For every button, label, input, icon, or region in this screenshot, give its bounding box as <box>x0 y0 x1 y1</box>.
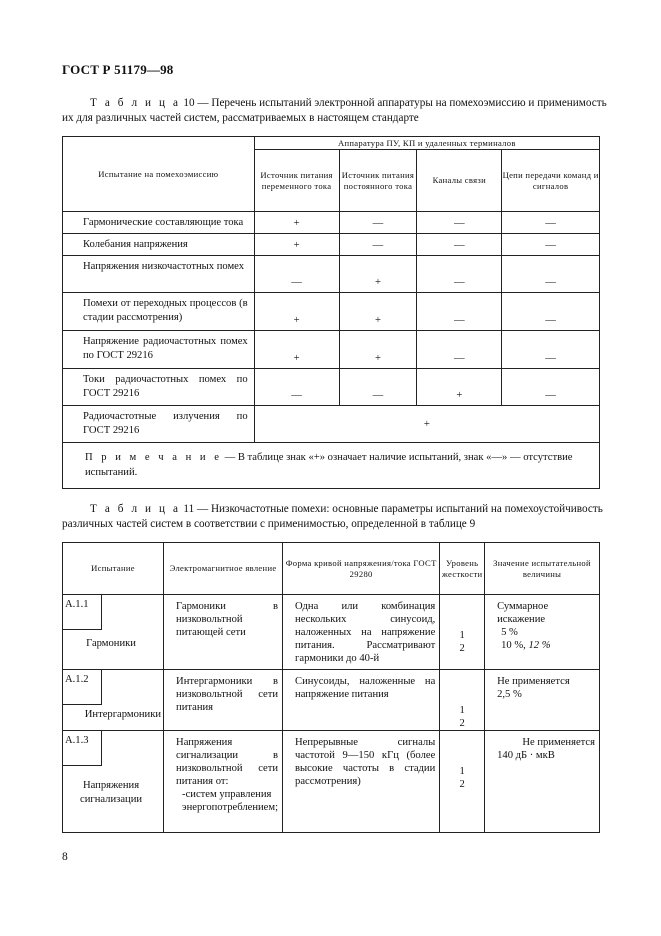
t11-levels <box>440 731 485 833</box>
t10-mark: — <box>254 369 339 406</box>
t11-phenomenon <box>164 731 283 833</box>
t11-test-cell <box>63 595 164 670</box>
t10-row-name: Токи радиочастотных помех по ГОСТ 29216 <box>63 369 255 406</box>
t10-mark: + <box>254 331 339 369</box>
t10-mark: — <box>502 212 600 234</box>
t10-mark: — <box>502 331 600 369</box>
t11-waveform: Одна или комбинация нескольких синусоид, наложенных на напряжение питания. Рассматривают гармоники до 40-й <box>283 595 440 670</box>
phenomenon-text: Напряжения сигнализации в низковольтной сети питания от: <box>176 737 279 787</box>
level-value: 1 <box>459 630 465 641</box>
table-10-label: Т а б л и ц а <box>90 97 181 109</box>
t10-header-col-1: Источник питания переменного тока <box>254 150 339 212</box>
t10-note <box>63 443 600 489</box>
t11-waveform: Синусоиды, наложенные на напряжение питания <box>283 670 440 731</box>
level-value: 2 <box>459 643 465 654</box>
t10-row-name: Гармонические составляющие тока <box>63 212 255 234</box>
t10-mark: — <box>417 293 502 331</box>
t10-header-group: Аппаратура ПУ, КП и удаленных терминалов <box>254 137 599 150</box>
value-line <box>497 639 595 652</box>
t10-mark: — <box>417 256 502 293</box>
t11-waveform: Непрерывные сигналы частотой 9—150 кГц (более высокие частоты в стадии рассмотрения) <box>283 731 440 833</box>
t10-mark: + <box>254 234 339 256</box>
test-code: A.1.1 <box>65 599 89 610</box>
table-10-caption <box>62 96 607 126</box>
t10-header-test: Испытание на помехоэмиссию <box>63 137 255 212</box>
value-head: Не применяется <box>522 737 595 748</box>
t10-mark: + <box>339 331 417 369</box>
document-header: ГОСТ Р 51179—98 <box>62 62 174 77</box>
t10-mark: + <box>254 212 339 234</box>
table-11-caption <box>62 502 607 532</box>
t10-mark: — <box>502 293 600 331</box>
table-11 <box>62 542 600 833</box>
page-number: 8 <box>62 851 68 863</box>
value-line: 2,5 % <box>497 689 522 700</box>
t10-mark: — <box>254 256 339 293</box>
table-10 <box>62 136 600 489</box>
t10-row-name: Напряжения низкочастотных помех <box>63 256 255 293</box>
t10-note-text: — В таблице знак «+» означает наличие испытаний, знак «—» — отсутствие испытаний. <box>85 452 573 478</box>
t11-levels <box>440 595 485 670</box>
t10-mark: + <box>254 293 339 331</box>
t10-mark: — <box>502 234 600 256</box>
value-part-italic: 12 % <box>528 640 551 651</box>
t11-header-phenomenon: Электромагнитное явление <box>164 543 283 595</box>
value-line: 5 % <box>501 627 518 638</box>
t10-row-name: Напряжение радиочастотных помех по ГОСТ 29216 <box>63 331 255 369</box>
t11-test-cell <box>63 670 164 731</box>
t10-mark: — <box>417 234 502 256</box>
t10-mark: — <box>417 331 502 369</box>
test-code: A.1.3 <box>65 735 89 746</box>
test-name: Интергармоники <box>84 709 162 720</box>
level-value: 2 <box>459 718 465 729</box>
value-line: 140 дБ · мкВ <box>497 750 555 761</box>
t10-mark: — <box>502 256 600 293</box>
t10-row-name: Радиочастотные излучения по ГОСТ 29216 <box>63 406 255 443</box>
t11-header-value: Значение испытательной величины <box>485 543 600 595</box>
t10-mark: — <box>339 369 417 406</box>
t10-header-col-2: Источник питания постоянного тока <box>339 150 417 212</box>
t10-mark: — <box>339 234 417 256</box>
t10-mark: — <box>417 212 502 234</box>
t10-merged-mark: + <box>254 406 599 443</box>
t11-header-waveform: Форма кривой напряжения/тока ГОСТ 29280 <box>283 543 440 595</box>
table-11-caption-text: 11 — Низкочастотные помехи: основные параметры испытаний на помехоустойчивость различных частей систем в соответствии с применимостью, определенной в таблице 9 <box>62 503 603 530</box>
table-10-caption-text: 10 — Перечень испытаний электронной аппаратуры на помехоэмиссию и применимость их для различных частей систем, рассматриваемых в настоящем стандарте <box>62 97 607 124</box>
value-part: 10 %, <box>501 640 526 651</box>
test-code: A.1.2 <box>65 674 89 685</box>
t10-mark: + <box>339 256 417 293</box>
t10-note-label: П р и м е ч а н и е <box>85 452 222 463</box>
t10-mark: — <box>339 212 417 234</box>
t10-row-name: Помехи от переходных процессов (в стадии рассмотрения) <box>63 293 255 331</box>
t11-phenomenon: Гармоники в низковольтной питающей сети <box>164 595 283 670</box>
t10-header-col-3: Каналы связи <box>417 150 502 212</box>
t11-value <box>485 670 600 731</box>
phenomenon-item: -систем управления энергопотреблением; <box>182 789 279 813</box>
t11-test-cell <box>63 731 164 833</box>
t10-mark: + <box>339 293 417 331</box>
t11-header-test: Испытание <box>63 543 164 595</box>
t11-value <box>485 595 600 670</box>
table-11-label: Т а б л и ц а <box>90 503 181 515</box>
t11-phenomenon: Интергармоники в низковольтной сети питания <box>164 670 283 731</box>
t10-mark: — <box>502 369 600 406</box>
t11-levels <box>440 670 485 731</box>
level-value: 2 <box>459 779 465 790</box>
test-name: Гармоники <box>86 638 136 649</box>
value-head: Суммарное искажение <box>497 601 549 625</box>
level-value: 1 <box>459 705 465 716</box>
t10-row-name: Колебания напряжения <box>63 234 255 256</box>
test-name: Напряжения сигнализации <box>80 780 143 805</box>
level-value: 1 <box>459 766 465 777</box>
t11-value <box>485 731 600 833</box>
t10-mark: + <box>417 369 502 406</box>
value-head: Не применяется <box>497 676 570 687</box>
t11-header-level: Уровень жесткости <box>440 543 485 595</box>
t10-header-col-4: Цепи передачи команд и сигналов <box>502 150 600 212</box>
